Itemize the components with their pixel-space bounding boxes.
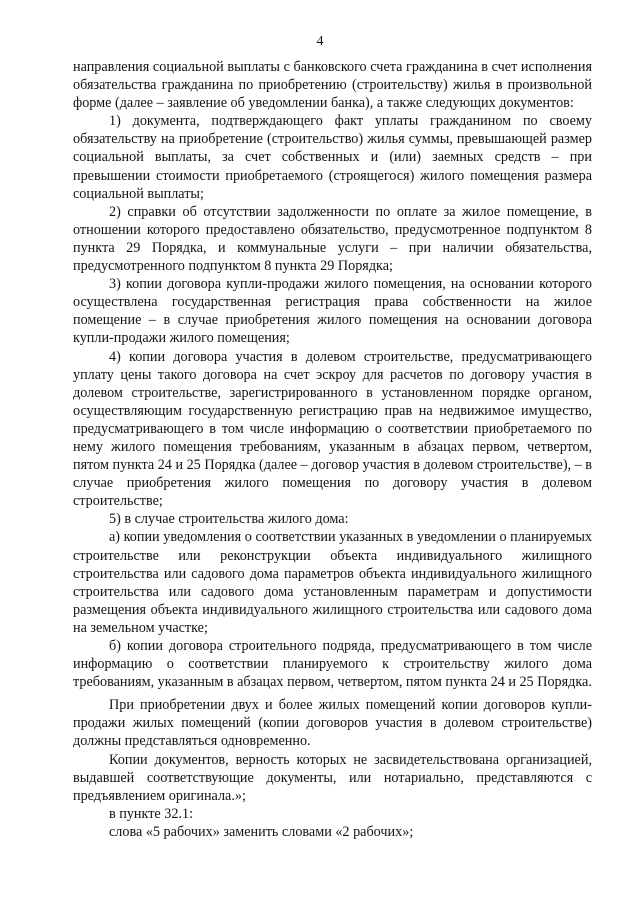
paragraph-item-2: 2) справки об отсутствии задолженности по оплате за жилое помещение, в отношении которого предоставлено обязательство, предусмотренное подпунктом 8 пункта 29 Порядка, и коммунальные услуги – при наличии обязательства, предусмотренного подпунктом 8 пункта 29 Порядка; [73,203,592,275]
document-body [73,58,592,841]
paragraph-item-4: 4) копии договора участия в долевом строительстве, предусматривающего уплату цены такого договора на счет эскроу для расчетов по договору участия в долевом строительстве, зарегистрированного в установленном порядке органом, осуществляющим государственную регистрацию прав на недвижимое имущество, предусматривающего в том числе информацию о соответствии приобретаемого по нему жилого помещения требованиям, указанным в абзацах первом, четвертом, пятом пункта 24 и 25 Порядка (далее – договор участия в долевом строительстве), – в случае приобретения жилого помещения по договору участия в долевом строительстве; [73,348,592,510]
paragraph-item-5a: а) копии уведомления о соответствии указанных в уведомлении о планируемых строительстве или реконструкции объекта индивидуального жилищного строительства или садового дома параметров объекта индивидуального жилищного строительства или садового дома установленным параметрам и допустимости размещения объекта индивидуального жилищного строительства или садового дома на земельном участке; [73,529,592,636]
paragraph-item-3: 3) копии договора купли-продажи жилого помещения, на основании которого осуществлена государственная регистрация права собственности на жилое помещение – в случае приобретения жилого помещения на основании договора купли-продажи жилого помещения; [73,276,592,347]
paragraph-copies-certification: Копии документов, верность которых не засвидетельствована организацией, выдавшей соответствующие документы, или нотариально, представляются с предъявлением оригинала.»; [73,751,592,804]
paragraph-item-5: 5) в случае строительства жилого дома: [109,511,349,528]
paragraph-item-1: 1) документа, подтверждающего факт уплаты гражданином по своему обязательству на приобретение (строительство) жилья суммы, превышающей размер социальной выплаты, за счет собственных и (или) заемных средств – при превышении стоимости приобретаемого (строящегося) жилого помещения размера социальной выплаты; [73,113,592,202]
paragraph-clause-32-1: в пункте 32.1: [109,805,194,822]
page-number: 4 [316,34,324,49]
paragraph-multiple-premises: При приобретении двух и более жилых помещений копии договоров купли-продажи жилых помещений (копии договоров участия в долевом строительстве) должны представляться одновременно. [73,697,592,750]
paragraph-item-5b: б) копии договора строительного подряда, предусматривающего в том числе информацию о соответствии планируемого к строительству жилого дома требованиям, указанным в абзацах первом, четвертом, пятом пункта 24 и 25 Порядка. [73,638,592,691]
paragraph-intro-continuation: направления социальной выплаты с банковского счета гражданина в счет исполнения обязательства гражданина по приобретению (строительству) жилья в произвольной форме (далее – заявление об уведомлении банка), а также следующих документов: [73,59,592,112]
paragraph-replace-words: слова «5 рабочих» заменить словами «2 рабочих»; [109,823,414,840]
